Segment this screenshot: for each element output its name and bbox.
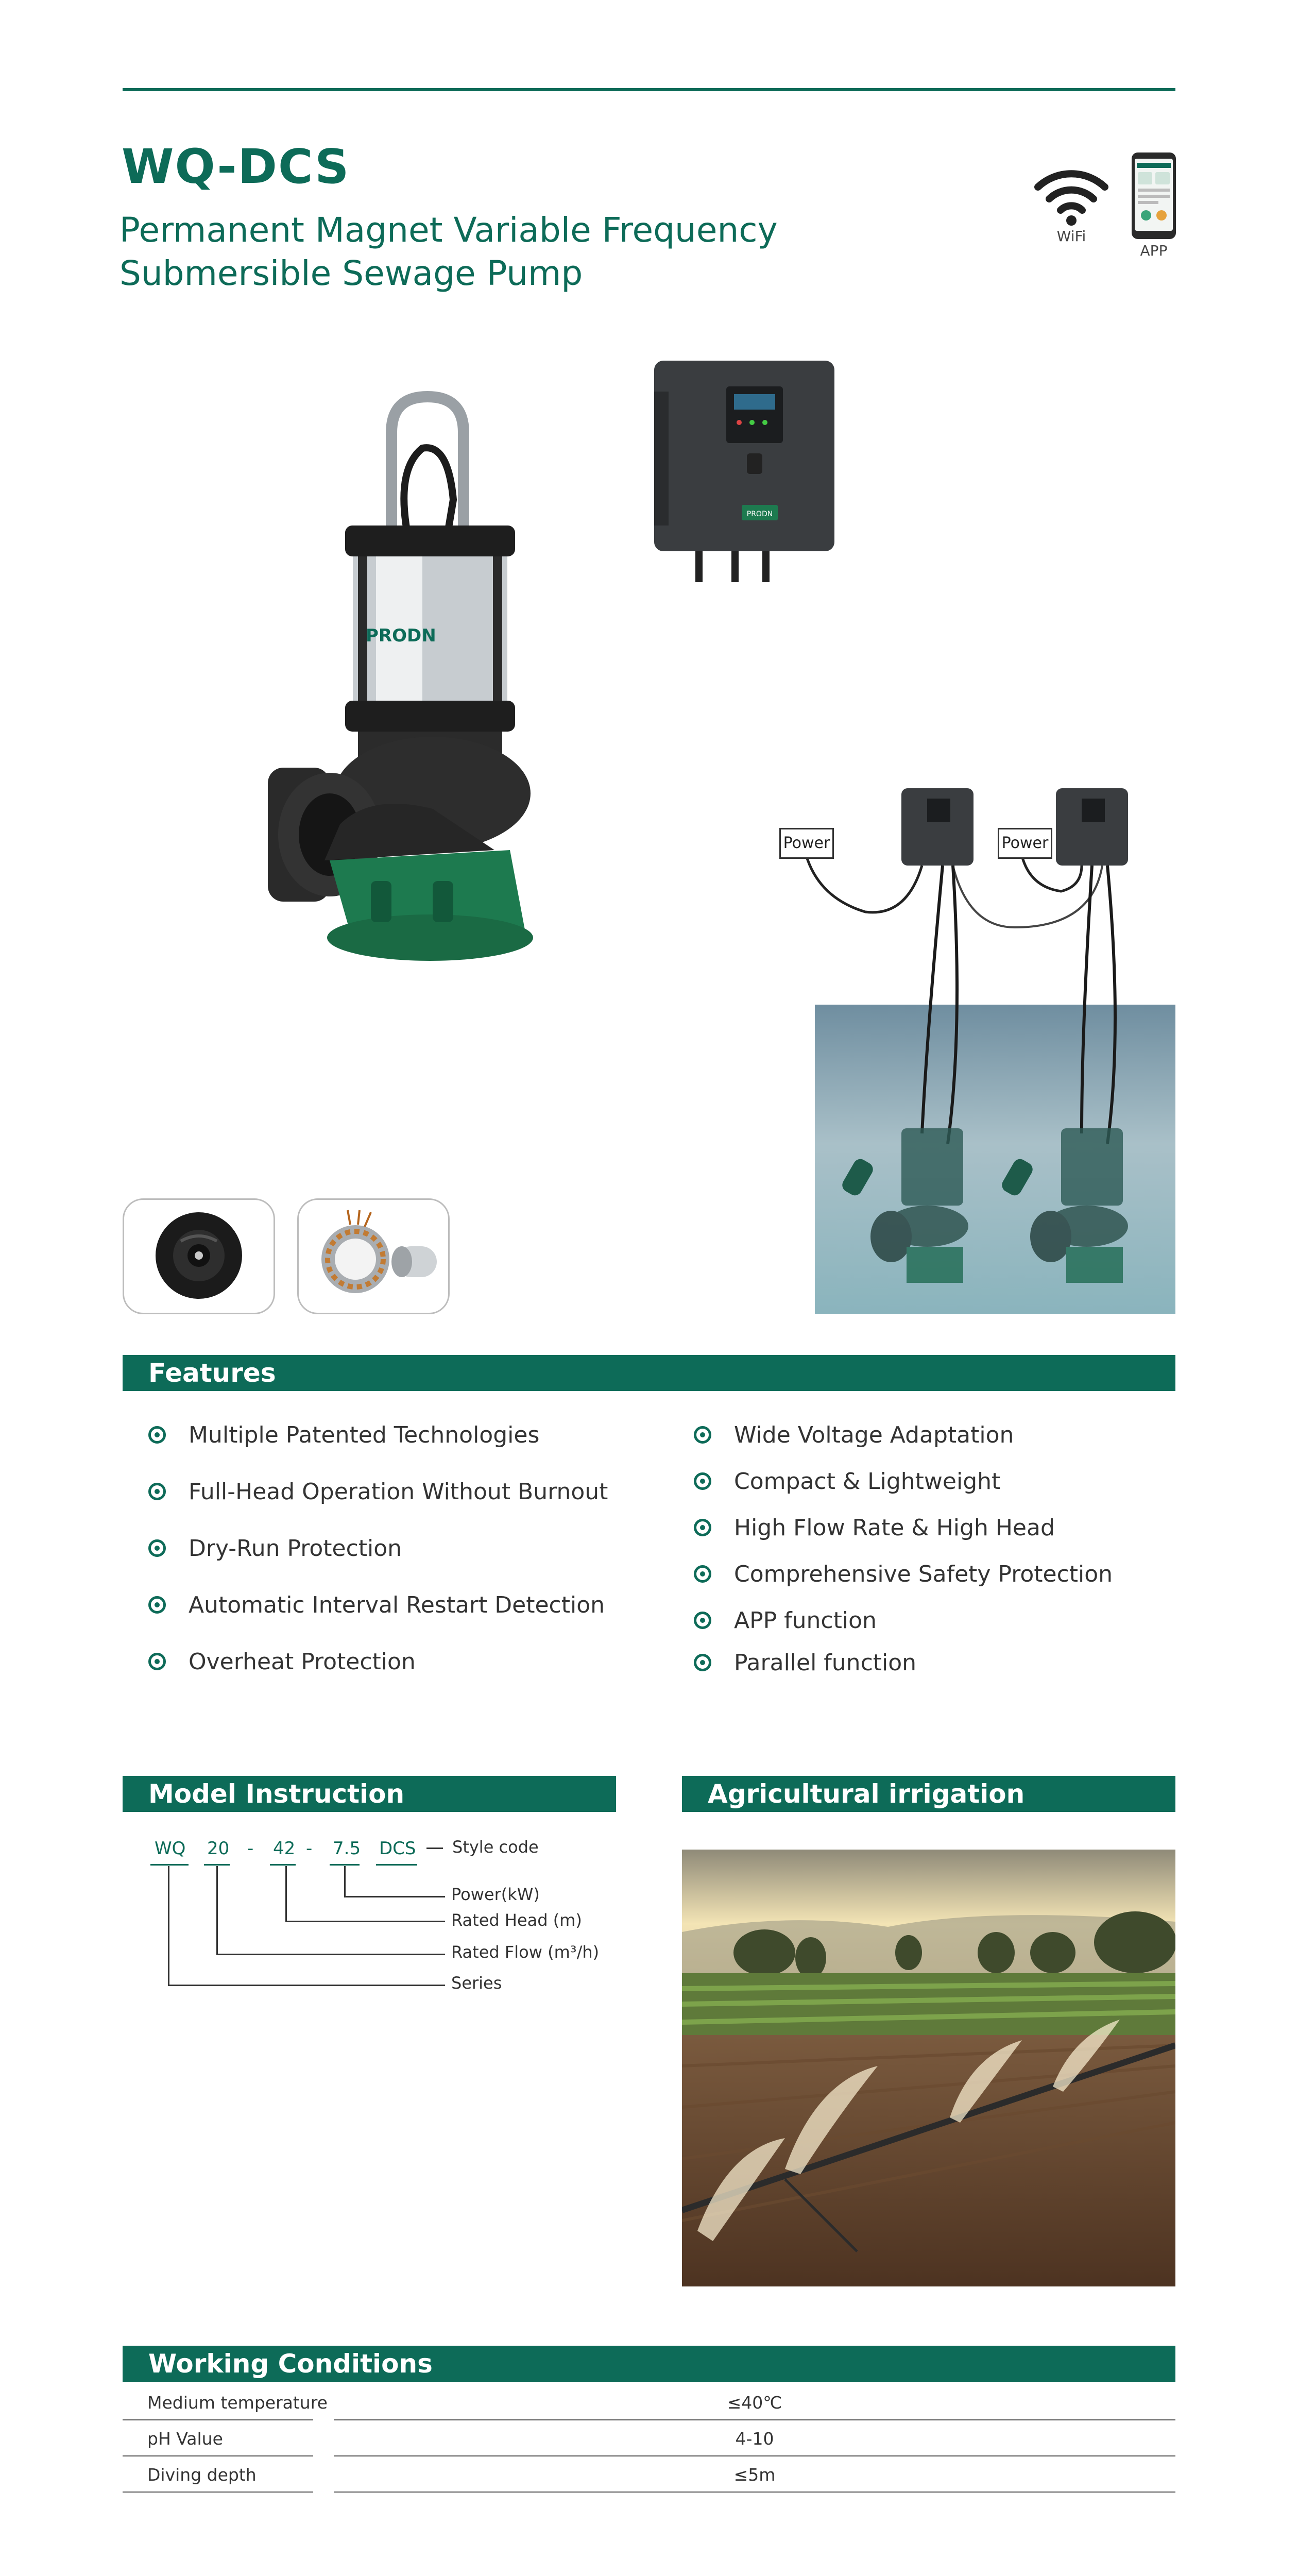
feature-item	[148, 1533, 612, 1564]
code-flow: 20	[207, 1838, 230, 1859]
label-style-code: Style code	[452, 1837, 539, 1857]
bullet-icon	[694, 1426, 711, 1444]
bullet-icon	[148, 1426, 166, 1444]
feature-item	[694, 1647, 1157, 1678]
wc-row	[123, 2386, 1175, 2422]
series-connector-v	[168, 1866, 169, 1986]
power-label-left: Power	[779, 828, 834, 859]
bullet-icon	[694, 1612, 711, 1629]
wc-divider	[334, 2419, 1175, 2420]
bullet-icon	[694, 1654, 711, 1671]
power-connector-v	[344, 1866, 346, 1897]
code-underline	[376, 1864, 417, 1866]
smartphone-icon	[1131, 151, 1177, 240]
feature-item	[694, 1558, 1157, 1589]
app-badge	[1128, 151, 1180, 260]
bullet-icon	[148, 1596, 166, 1614]
wifi-badge	[1030, 164, 1113, 257]
controller-brand: PRODN	[746, 510, 773, 518]
code-head: 42	[273, 1838, 296, 1859]
wc-divider	[334, 2455, 1175, 2456]
features-right-column	[694, 1419, 1157, 1678]
wc-value: ≤40℃	[727, 2393, 782, 2413]
feature-text: Wide Voltage Adaptation	[734, 1421, 1014, 1448]
feature-text: High Flow Rate & High Head	[734, 1514, 1055, 1541]
code-dash: -	[247, 1838, 254, 1859]
application-header: Agricultural irrigation	[682, 1776, 1175, 1812]
pump-image	[268, 386, 556, 969]
wc-label: Medium temperature	[147, 2393, 328, 2413]
bullet-icon	[694, 1565, 711, 1583]
feature-item	[148, 1419, 612, 1450]
motor-stator-image	[299, 1200, 448, 1313]
working-conditions-header: Working Conditions	[123, 2346, 1175, 2382]
wc-value: ≤5m	[733, 2465, 776, 2485]
flow-connector-h	[216, 1954, 445, 1955]
code-underline	[330, 1864, 360, 1866]
power-label-right: Power	[998, 828, 1052, 859]
app-label: APP	[1140, 242, 1168, 259]
wc-label: pH Value	[147, 2429, 223, 2449]
feature-item	[148, 1589, 612, 1620]
wc-divider	[334, 2492, 1175, 2493]
model-instruction-header: Model Instruction	[123, 1776, 616, 1812]
wc-value: 4-10	[735, 2429, 774, 2449]
impeller-thumbnail	[123, 1198, 275, 1314]
motor-thumbnail	[297, 1198, 450, 1314]
bullet-icon	[148, 1539, 166, 1557]
code-dash: -	[306, 1838, 313, 1859]
model-title: WQ-DCS	[122, 139, 350, 194]
features-left-column	[148, 1419, 612, 1677]
wc-divider	[123, 2455, 313, 2456]
feature-text: Overheat Protection	[189, 1648, 416, 1675]
head-connector-v	[285, 1866, 287, 1922]
bullet-icon	[694, 1519, 711, 1536]
bullet-icon	[148, 1483, 166, 1500]
impeller-image	[124, 1200, 274, 1313]
bullet-icon	[694, 1472, 711, 1490]
pump-brand: PRODN	[366, 625, 436, 646]
label-series: Series	[451, 1973, 502, 1993]
product-subtitle: Permanent Magnet Variable Frequency Submersible Sewage Pump	[119, 210, 778, 293]
wc-divider	[123, 2419, 313, 2420]
wc-row	[123, 2459, 1175, 2495]
header-rule	[123, 88, 1175, 91]
irrigation-image	[682, 1850, 1175, 2286]
feature-text: Dry-Run Protection	[189, 1535, 402, 1562]
feature-text: Multiple Patented Technologies	[189, 1421, 540, 1448]
code-underline	[150, 1864, 189, 1866]
flow-connector-v	[216, 1866, 218, 1955]
wc-row	[123, 2422, 1175, 2459]
style-connector	[426, 1848, 443, 1849]
feature-text: Full-Head Operation Without Burnout	[189, 1478, 608, 1505]
label-rated-head: Rated Head (m)	[451, 1910, 582, 1930]
bullet-icon	[148, 1653, 166, 1670]
code-style: DCS	[379, 1838, 416, 1859]
label-power: Power(kW)	[451, 1885, 540, 1904]
feature-text: Parallel function	[734, 1649, 917, 1676]
code-series: WQ	[155, 1838, 186, 1859]
controller-image	[654, 361, 840, 587]
feature-item	[148, 1476, 612, 1507]
feature-item	[694, 1419, 1157, 1450]
feature-item	[694, 1605, 1157, 1636]
feature-text: APP function	[734, 1607, 877, 1634]
feature-item	[694, 1466, 1157, 1497]
wifi-label: WiFi	[1056, 228, 1086, 245]
code-power: 7.5	[333, 1838, 361, 1859]
power-connector-h	[344, 1896, 445, 1897]
feature-text: Compact & Lightweight	[734, 1468, 1001, 1495]
feature-item	[148, 1646, 612, 1677]
label-rated-flow: Rated Flow (m³/h)	[451, 1942, 600, 1962]
code-underline	[270, 1864, 296, 1866]
wifi-icon	[1033, 164, 1110, 226]
feature-text: Comprehensive Safety Protection	[734, 1561, 1113, 1587]
wc-divider	[123, 2492, 313, 2493]
model-code-diagram	[144, 1829, 618, 1999]
code-underline	[204, 1864, 230, 1866]
feature-text: Automatic Interval Restart Detection	[189, 1591, 605, 1618]
feature-item	[694, 1512, 1157, 1543]
wc-label: Diving depth	[147, 2465, 257, 2485]
features-header: Features	[123, 1355, 1175, 1391]
series-connector-h	[168, 1985, 445, 1986]
head-connector-h	[285, 1921, 445, 1922]
